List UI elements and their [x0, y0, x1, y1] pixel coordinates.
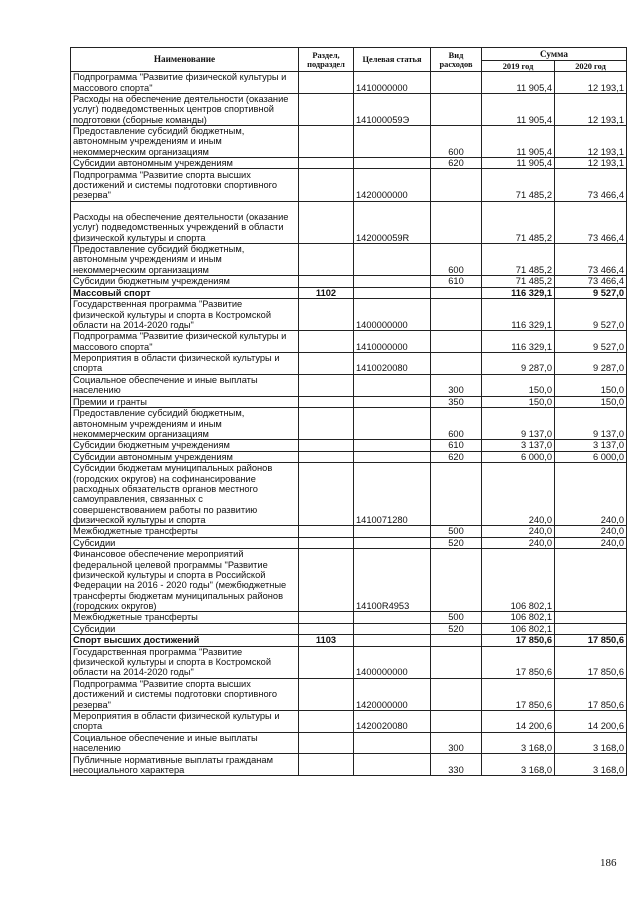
row-sum-2019: 150,0 — [482, 396, 555, 408]
row-sum-2020: 9 527,0 — [555, 331, 627, 353]
table-row — [71, 646, 627, 678]
row-sum-2020: 6 000,0 — [555, 451, 627, 463]
row-section — [299, 463, 354, 526]
header-year-2020: 2020 год — [555, 61, 627, 72]
table-row — [71, 549, 627, 612]
row-target: 1400000000 — [354, 299, 431, 331]
row-section — [299, 396, 354, 408]
table-row — [71, 396, 627, 408]
row-sum-2020: 3 168,0 — [555, 732, 627, 754]
row-section — [299, 201, 354, 243]
row-sum-2019: 116 329,1 — [482, 331, 555, 353]
row-section — [299, 374, 354, 396]
row-sum-2019: 11 905,4 — [482, 125, 555, 157]
row-sum-2020: 3 137,0 — [555, 440, 627, 452]
row-sum-2020: 12 193,1 — [555, 72, 627, 94]
row-section — [299, 754, 354, 776]
row-expense-type — [431, 93, 482, 125]
row-sum-2019: 106 802,1 — [482, 549, 555, 612]
row-target: 14100R4953 — [354, 549, 431, 612]
row-expense-type: 600 — [431, 243, 482, 275]
row-section — [299, 331, 354, 353]
row-section — [299, 243, 354, 275]
row-target: 1420000000 — [354, 169, 431, 201]
row-sum-2019: 240,0 — [482, 463, 555, 526]
row-target — [354, 396, 431, 408]
row-section — [299, 526, 354, 538]
row-sum-2019: 240,0 — [482, 526, 555, 538]
row-expense-type: 500 — [431, 526, 482, 538]
row-sum-2019: 116 329,1 — [482, 287, 555, 299]
table-row — [71, 463, 627, 526]
row-name: Государственная программа "Развитие физической культуры и спорта в Костромской области на 2014-2020 годы" — [71, 299, 299, 331]
row-section — [299, 125, 354, 157]
row-expense-type — [431, 646, 482, 678]
table-row — [71, 287, 627, 299]
row-expense-type: 520 — [431, 623, 482, 635]
row-name: Субсидии бюджетным учреждениям — [71, 276, 299, 288]
row-name: Субсидии — [71, 537, 299, 549]
row-sum-2020: 17 850,6 — [555, 635, 627, 647]
row-name: Субсидии — [71, 623, 299, 635]
row-section — [299, 710, 354, 732]
row-sum-2020: 150,0 — [555, 374, 627, 396]
row-expense-type: 330 — [431, 754, 482, 776]
row-expense-type — [431, 299, 482, 331]
row-expense-type: 300 — [431, 732, 482, 754]
row-expense-type: 520 — [431, 537, 482, 549]
row-section — [299, 93, 354, 125]
row-target: 142000059R — [354, 201, 431, 243]
row-sum-2020: 9 137,0 — [555, 408, 627, 440]
row-name: Субсидии бюджетным учреждениям — [71, 440, 299, 452]
row-expense-type — [431, 463, 482, 526]
header-year-2019: 2019 год — [482, 61, 555, 72]
row-expense-type: 500 — [431, 612, 482, 624]
row-name: Межбюджетные трансферты — [71, 526, 299, 538]
row-sum-2020: 240,0 — [555, 526, 627, 538]
row-name: Премии и гранты — [71, 396, 299, 408]
row-target: 141000059Э — [354, 93, 431, 125]
row-section — [299, 732, 354, 754]
row-section: 1103 — [299, 635, 354, 647]
row-sum-2019: 71 485,2 — [482, 243, 555, 275]
row-expense-type — [431, 635, 482, 647]
row-section — [299, 623, 354, 635]
row-sum-2019: 106 802,1 — [482, 612, 555, 624]
row-name: Подпрограмма "Развитие физической культуры и массового спорта" — [71, 72, 299, 94]
table-row — [71, 451, 627, 463]
row-sum-2020: 73 466,4 — [555, 201, 627, 243]
row-expense-type — [431, 287, 482, 299]
table-row — [71, 537, 627, 549]
row-sum-2019: 116 329,1 — [482, 299, 555, 331]
row-sum-2020: 150,0 — [555, 396, 627, 408]
row-section — [299, 646, 354, 678]
row-name: Финансовое обеспечение мероприятий федеральной целевой программы "Развитие физической культуры и спорта в Российской Федерации на 2016 - 2020 годы" (межбюджетные трансферты бюджетам муниципальных районов (городских округов) — [71, 549, 299, 612]
row-sum-2020: 12 193,1 — [555, 93, 627, 125]
row-target — [354, 287, 431, 299]
table-row — [71, 331, 627, 353]
row-sum-2019: 11 905,4 — [482, 157, 555, 169]
row-expense-type — [431, 678, 482, 710]
row-target — [354, 526, 431, 538]
header-name: Наименование — [71, 48, 299, 72]
row-expense-type: 620 — [431, 451, 482, 463]
row-sum-2020: 240,0 — [555, 537, 627, 549]
table-row — [71, 157, 627, 169]
row-target — [354, 754, 431, 776]
row-section — [299, 451, 354, 463]
row-section — [299, 276, 354, 288]
row-sum-2020 — [555, 612, 627, 624]
table-row — [71, 299, 627, 331]
row-name: Социальное обеспечение и иные выплаты населению — [71, 732, 299, 754]
table-row — [71, 408, 627, 440]
row-name: Предоставление субсидий бюджетным, автономным учреждениям и иным некоммерческим организациям — [71, 125, 299, 157]
row-target — [354, 732, 431, 754]
header-sum: Сумма — [482, 48, 627, 61]
page-number: 186 — [600, 857, 617, 869]
table-body — [71, 72, 627, 776]
row-target: 1400000000 — [354, 646, 431, 678]
row-section — [299, 408, 354, 440]
row-target: 1410020080 — [354, 352, 431, 374]
row-sum-2019: 9 137,0 — [482, 408, 555, 440]
table-row — [71, 374, 627, 396]
row-section — [299, 537, 354, 549]
row-name: Расходы на обеспечение деятельности (оказание услуг) подведомственных учреждений в области физической культуры и спорта — [71, 201, 299, 243]
row-expense-type: 610 — [431, 276, 482, 288]
row-name: Социальное обеспечение и иные выплаты населению — [71, 374, 299, 396]
row-expense-type — [431, 710, 482, 732]
row-sum-2020: 9 527,0 — [555, 287, 627, 299]
row-sum-2019: 71 485,2 — [482, 276, 555, 288]
table-row — [71, 678, 627, 710]
row-section — [299, 549, 354, 612]
row-name: Субсидии бюджетам муниципальных районов (городских округов) на софинансирование расходных обязательств органов местного самоуправления, связанных с совершенствованием работы по развитию физической культуры и спорта — [71, 463, 299, 526]
table-row — [71, 526, 627, 538]
row-sum-2020: 14 200,6 — [555, 710, 627, 732]
row-target — [354, 440, 431, 452]
row-target: 1420020080 — [354, 710, 431, 732]
row-sum-2019: 9 287,0 — [482, 352, 555, 374]
row-name: Подпрограмма "Развитие спорта высших достижений и системы подготовки спортивного резерва" — [71, 169, 299, 201]
row-target — [354, 408, 431, 440]
row-section — [299, 72, 354, 94]
row-name: Спорт высших достижений — [71, 635, 299, 647]
row-name: Публичные нормативные выплаты гражданам несоциального характера — [71, 754, 299, 776]
table-row — [71, 623, 627, 635]
row-expense-type — [431, 331, 482, 353]
row-expense-type: 300 — [431, 374, 482, 396]
row-sum-2019: 3 168,0 — [482, 732, 555, 754]
row-section: 1102 — [299, 287, 354, 299]
row-name: Межбюджетные трансферты — [71, 612, 299, 624]
row-expense-type — [431, 549, 482, 612]
row-sum-2020: 9 287,0 — [555, 352, 627, 374]
row-sum-2019: 17 850,6 — [482, 646, 555, 678]
row-name: Подпрограмма "Развитие физической культуры и массового спорта" — [71, 331, 299, 353]
row-sum-2020 — [555, 623, 627, 635]
row-name: Субсидии автономным учреждениям — [71, 157, 299, 169]
table-row — [71, 93, 627, 125]
row-sum-2019: 71 485,2 — [482, 169, 555, 201]
row-expense-type: 600 — [431, 125, 482, 157]
row-section — [299, 678, 354, 710]
row-expense-type: 600 — [431, 408, 482, 440]
row-target: 1410071280 — [354, 463, 431, 526]
row-expense-type — [431, 201, 482, 243]
row-target — [354, 451, 431, 463]
header-target: Целевая статья — [354, 48, 431, 72]
table-row — [71, 72, 627, 94]
table-row — [71, 276, 627, 288]
row-section — [299, 299, 354, 331]
row-target — [354, 243, 431, 275]
row-sum-2019: 14 200,6 — [482, 710, 555, 732]
row-target — [354, 537, 431, 549]
row-sum-2020: 12 193,1 — [555, 157, 627, 169]
row-sum-2019: 17 850,6 — [482, 678, 555, 710]
row-expense-type — [431, 72, 482, 94]
row-name: Государственная программа "Развитие физической культуры и спорта в Костромской области на 2014-2020 годы" — [71, 646, 299, 678]
row-sum-2020: 17 850,6 — [555, 646, 627, 678]
row-target: 1410000000 — [354, 331, 431, 353]
row-sum-2019: 11 905,4 — [482, 93, 555, 125]
row-expense-type — [431, 352, 482, 374]
row-expense-type — [431, 169, 482, 201]
row-name: Мероприятия в области физической культуры и спорта — [71, 710, 299, 732]
row-section — [299, 352, 354, 374]
table-row — [71, 125, 627, 157]
row-target — [354, 276, 431, 288]
row-name: Субсидии автономным учреждениям — [71, 451, 299, 463]
row-name: Расходы на обеспечение деятельности (оказание услуг) подведомственных центров спортивной подготовки (сборные команды) — [71, 93, 299, 125]
row-target — [354, 623, 431, 635]
table-row — [71, 440, 627, 452]
row-target — [354, 157, 431, 169]
table-row — [71, 635, 627, 647]
row-sum-2020: 3 168,0 — [555, 754, 627, 776]
row-sum-2019: 150,0 — [482, 374, 555, 396]
row-target: 1420000000 — [354, 678, 431, 710]
row-section — [299, 157, 354, 169]
row-sum-2019: 3 168,0 — [482, 754, 555, 776]
row-target — [354, 612, 431, 624]
row-name: Массовый спорт — [71, 287, 299, 299]
row-sum-2020: 240,0 — [555, 463, 627, 526]
table-row — [71, 243, 627, 275]
table-row — [71, 732, 627, 754]
row-target — [354, 125, 431, 157]
table-row — [71, 352, 627, 374]
row-sum-2019: 3 137,0 — [482, 440, 555, 452]
row-section — [299, 169, 354, 201]
table-row — [71, 612, 627, 624]
header-expense-type: Вид расходов — [431, 48, 482, 72]
table-row — [71, 201, 627, 243]
budget-table — [70, 47, 627, 776]
row-sum-2020: 9 527,0 — [555, 299, 627, 331]
row-sum-2020: 73 466,4 — [555, 243, 627, 275]
row-section — [299, 612, 354, 624]
row-target — [354, 374, 431, 396]
row-name: Подпрограмма "Развитие спорта высших достижений и системы подготовки спортивного резерва" — [71, 678, 299, 710]
row-sum-2019: 6 000,0 — [482, 451, 555, 463]
row-sum-2020: 73 466,4 — [555, 169, 627, 201]
row-sum-2020: 73 466,4 — [555, 276, 627, 288]
row-section — [299, 440, 354, 452]
row-sum-2019: 240,0 — [482, 537, 555, 549]
row-sum-2019: 106 802,1 — [482, 623, 555, 635]
row-name: Предоставление субсидий бюджетным, автономным учреждениям и иным некоммерческим организациям — [71, 408, 299, 440]
row-sum-2019: 71 485,2 — [482, 201, 555, 243]
row-target — [354, 635, 431, 647]
row-target: 1410000000 — [354, 72, 431, 94]
row-name: Мероприятия в области физической культуры и спорта — [71, 352, 299, 374]
header-section: Раздел, подраздел — [299, 48, 354, 72]
row-expense-type: 620 — [431, 157, 482, 169]
row-sum-2019: 17 850,6 — [482, 635, 555, 647]
row-sum-2019: 11 905,4 — [482, 72, 555, 94]
row-sum-2020: 17 850,6 — [555, 678, 627, 710]
row-expense-type: 350 — [431, 396, 482, 408]
table-row — [71, 710, 627, 732]
table-row — [71, 169, 627, 201]
row-sum-2020: 12 193,1 — [555, 125, 627, 157]
table-row — [71, 754, 627, 776]
document-page — [70, 47, 626, 776]
row-name: Предоставление субсидий бюджетным, автономным учреждениям и иным некоммерческим организациям — [71, 243, 299, 275]
row-expense-type: 610 — [431, 440, 482, 452]
row-sum-2020 — [555, 549, 627, 612]
